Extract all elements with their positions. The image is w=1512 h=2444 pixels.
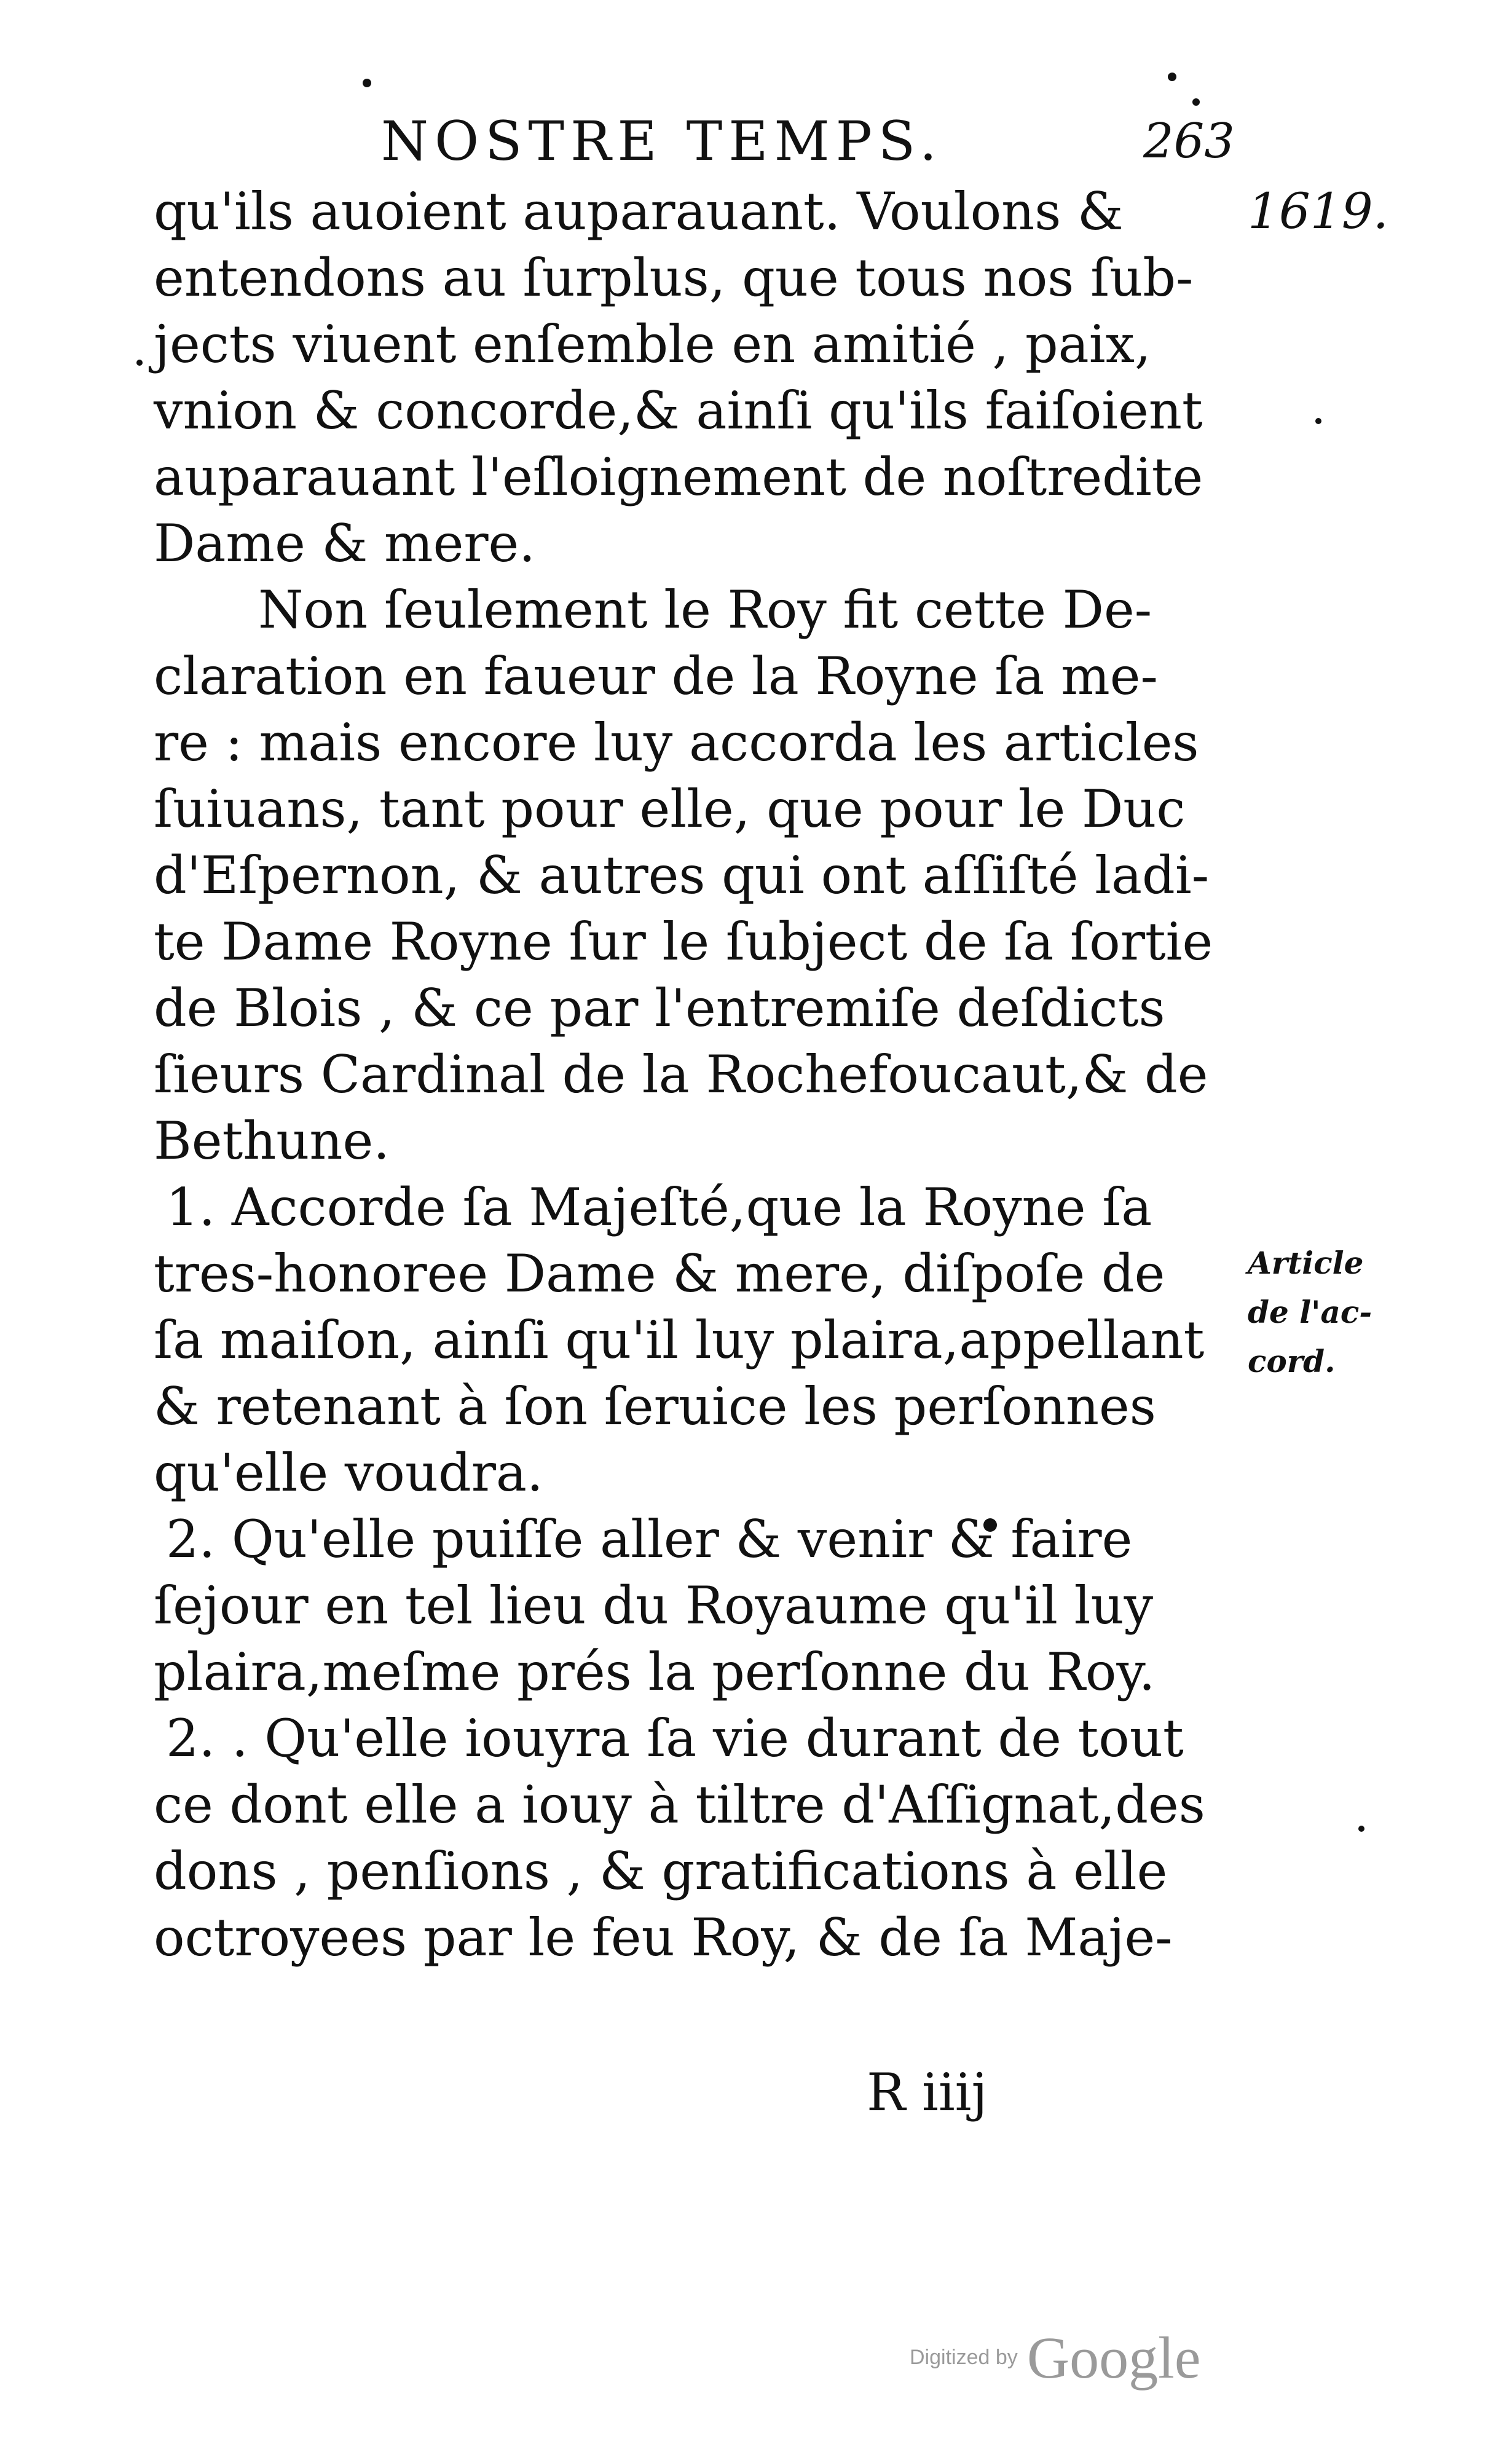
text-line: ſieurs Cardinal de la Rochefoucaut,& de [154,1044,1208,1105]
text-line: ſa maiſon, ainſi qu'il luy plaira,appellant [154,1310,1205,1370]
text-line: re : mais encore luy accorda les articles [154,712,1199,773]
margin-year: 1619. [1248,183,1389,240]
digitization-watermark [910,2324,1200,2392]
text-line: dons , penſions , & gratifications à elle [154,1841,1168,1901]
text-line: claration en faueur de la Royne ſa me- [154,646,1158,706]
text-line: auparauant l'eſloignement de noſtredite [154,447,1203,507]
catchwords-signature: R iiij [867,2062,988,2123]
text-line: jects viuent enſemble en amitié , paix, [154,314,1151,374]
ink-speck [363,79,371,87]
ink-speck [1358,1826,1364,1832]
ink-speck [1315,418,1321,424]
article-line: 1. Accorde ſa Majeſté,que la Royne ſa [166,1177,1152,1237]
text-line: ce dont elle a iouy à tiltre d'Aſſignat,des [154,1775,1205,1835]
ink-speck [136,360,143,366]
text-line: qu'elle voudra. [154,1443,543,1503]
article-line: 2. . Qu'elle iouyra ſa vie durant de tout [166,1708,1184,1768]
text-line: & retenant à ſon ſeruice les perſonnes [154,1376,1156,1437]
running-head [381,104,1242,178]
text-line: tres-honoree Dame & mere, diſpoſe de [154,1244,1165,1304]
text-line: plaira,meſme prés la perſonne du Roy. [154,1642,1156,1702]
text-line: de Blois , & ce par l'entremiſe deſdicts [154,978,1165,1038]
page-number: 263 [1143,114,1235,169]
text-line: octroyees par le feu Roy, & de ſa Maje- [154,1907,1173,1968]
text-line: te Dame Royne ſur le ſubject de ſa ſortie [154,912,1213,972]
running-title: NOSTRE TEMPS. [381,109,943,173]
margin-note-line: cord. [1248,1343,1336,1379]
body-text [154,178,1235,1971]
text-line: entendons au ſurplus, que tous nos ſub- [154,248,1194,308]
watermark-brand: Google [1026,2325,1201,2391]
text-line: ſejour en tel lieu du Royaume qu'il luy [154,1575,1154,1636]
margin-note-line: Article [1248,1245,1364,1281]
text-line: qu'ils auoient auparauant. Voulons & [154,181,1124,242]
margin-note-line: de l'ac- [1248,1294,1372,1330]
text-line: Bethune. [154,1111,390,1171]
text-line: vnion & concorde,& ainſi qu'ils faiſoient [154,380,1203,441]
article-line: 2. Qu'elle puiſſe aller & venir & faire [166,1509,1133,1569]
margin-note [1248,1239,1408,1386]
watermark-prefix: Digitized by [910,2346,1018,2369]
text-line: Dame & mere. [154,513,535,574]
text-line: ſuiuans, tant pour elle, que pour le Duc [154,779,1186,839]
text-line: d'Eſpernon, & autres qui ont aſſiſté ladi- [154,845,1210,905]
text-line: Non ſeulement le Roy fit cette De- [258,580,1152,640]
ink-speck [1168,73,1176,81]
